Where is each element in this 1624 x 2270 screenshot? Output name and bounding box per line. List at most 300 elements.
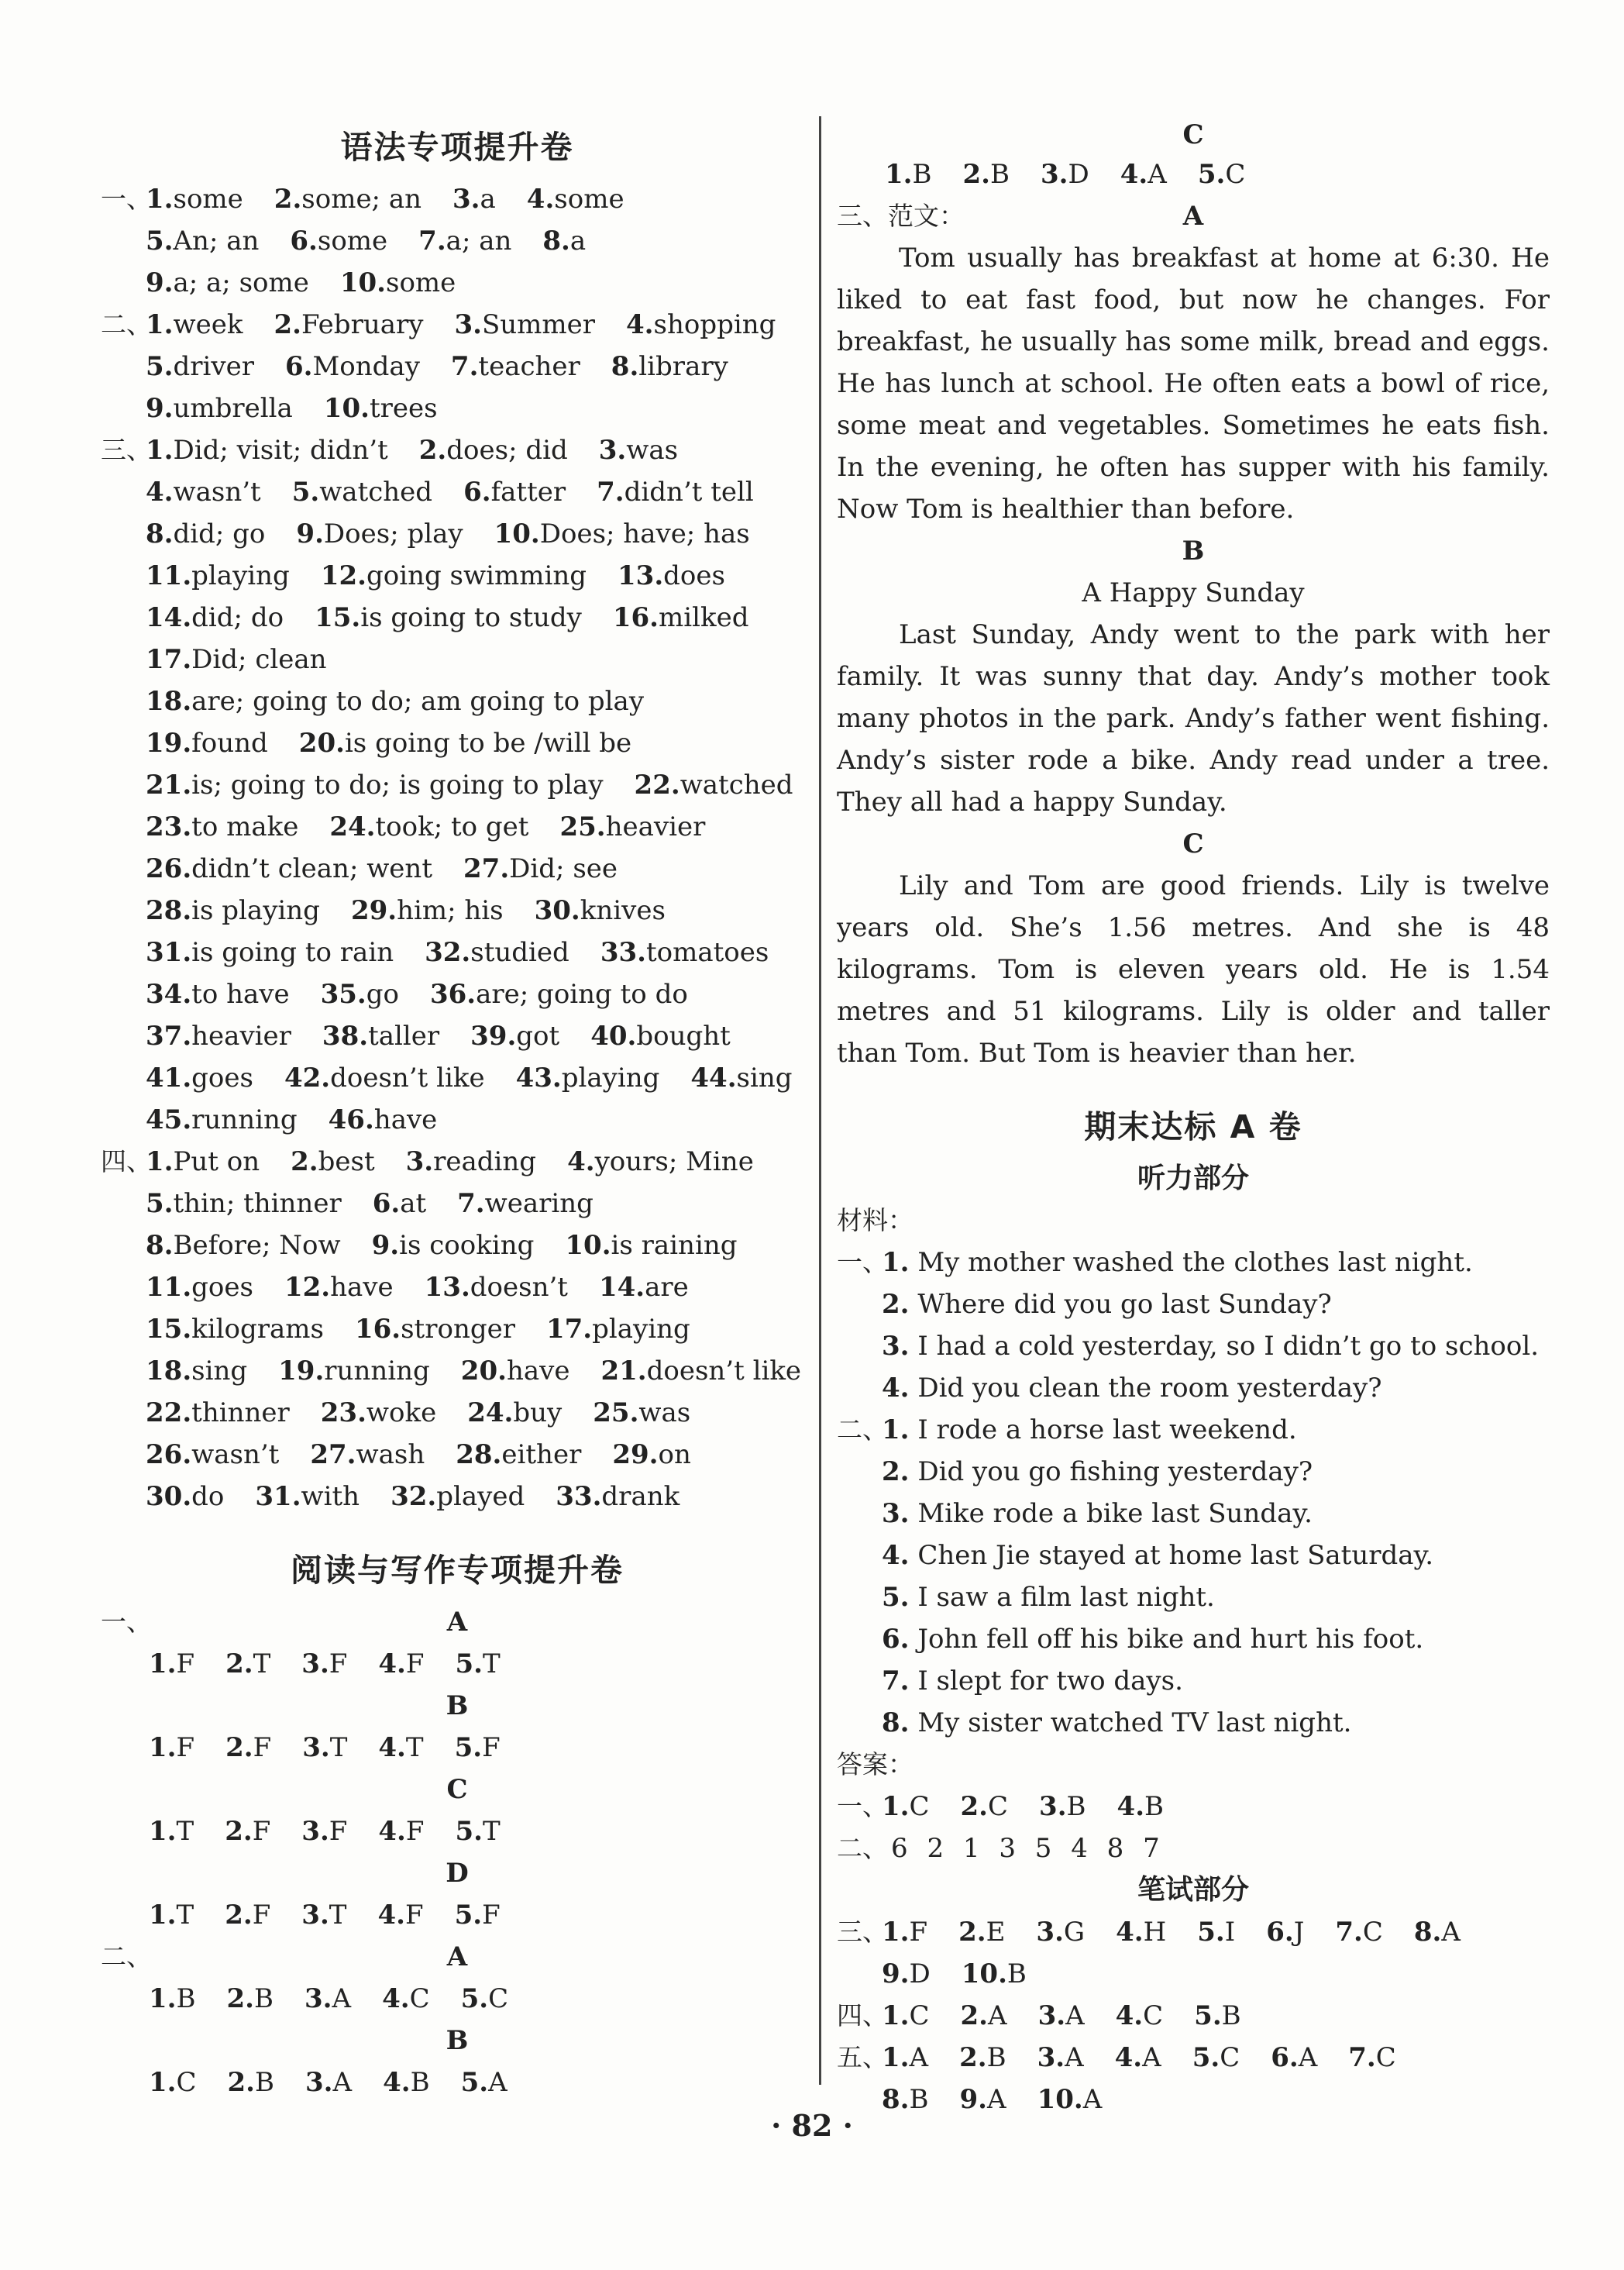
- sentence-text: I rode a horse last weekend.: [917, 1414, 1297, 1445]
- item-number: 2.: [959, 2042, 987, 2073]
- answer-line: [837, 1911, 1550, 1953]
- item-answer: was: [638, 1397, 691, 1428]
- item-answer: A: [1082, 2084, 1103, 2115]
- left-column: [101, 116, 814, 2103]
- answer-item: [301, 1648, 347, 1679]
- answer-item: [378, 1732, 423, 1763]
- answer-entries: [146, 1266, 689, 1308]
- item-number: 1.: [149, 1648, 177, 1679]
- answer-item: [315, 602, 582, 633]
- item-number: 2.: [225, 1816, 253, 1847]
- answer-item: [301, 1900, 346, 1931]
- answer-item: [430, 979, 688, 1010]
- item-answer: on: [658, 1439, 691, 1470]
- answer-item: [146, 1188, 342, 1219]
- written-title: 笔试部分: [1137, 1874, 1249, 1906]
- item-number: 1.: [149, 2067, 177, 2098]
- listening-answers-2: [837, 1827, 1550, 1869]
- item-number: 9.: [146, 393, 174, 424]
- answer-line: [101, 1727, 814, 1769]
- item-answer: B: [1144, 1791, 1165, 1822]
- item-answer: wasn’t: [173, 477, 261, 508]
- material-line: [837, 1325, 1550, 1367]
- item-number: 3.: [301, 1648, 329, 1679]
- answer-line: [101, 1476, 814, 1517]
- item-number: 13.: [618, 560, 664, 591]
- item-answer: to make: [191, 811, 299, 842]
- answer-item: [959, 2042, 1006, 2073]
- answer-item: [146, 1272, 253, 1303]
- section-label: 一、: [101, 184, 152, 214]
- item-answer: with: [301, 1481, 360, 1512]
- part-letter: B: [446, 2025, 469, 2056]
- item-number: 6.: [1266, 1917, 1294, 1948]
- answer-item: [527, 184, 624, 215]
- answer-item: [149, 1983, 196, 2014]
- item-answer: G: [1063, 1917, 1086, 1948]
- answer-line: [101, 806, 814, 848]
- answer-line: [101, 178, 814, 220]
- answer-item: [284, 1063, 485, 1094]
- answer-line: [101, 1978, 814, 2020]
- item-number: 1.: [882, 1414, 910, 1445]
- answer-item: [146, 435, 388, 466]
- answer-item: [146, 560, 290, 591]
- part-letter-row: [101, 1769, 814, 1810]
- item-answer: A: [332, 2067, 353, 2098]
- answer-item: [146, 1104, 298, 1135]
- item-number: 1.: [882, 2042, 910, 2073]
- answer-item: [1117, 1791, 1165, 1822]
- answer-item: [962, 1958, 1027, 1989]
- item-number: 9.: [146, 267, 174, 298]
- item-number: 7.: [418, 226, 446, 257]
- item-number: 5.: [1194, 2000, 1222, 2031]
- item-answer: F: [253, 1732, 272, 1763]
- answer-item: [146, 226, 259, 257]
- answer-item: [322, 1021, 439, 1052]
- answer-entries: [146, 388, 438, 429]
- item-answer: F: [329, 1816, 348, 1847]
- answer-item: [278, 1355, 430, 1386]
- item-number: 5.: [455, 1816, 483, 1847]
- answer-item: [611, 351, 728, 382]
- item-answer: J: [1293, 1917, 1305, 1948]
- answer-item: [1115, 2042, 1161, 2073]
- answer-item: [463, 477, 566, 508]
- item-number: 5.: [1197, 159, 1226, 190]
- item-number: 8.: [1413, 1917, 1442, 1948]
- item-answer: C: [988, 1791, 1009, 1822]
- sentence-text: Mike rode a bike last Sunday.: [917, 1498, 1313, 1529]
- answer-item: [372, 1230, 535, 1261]
- answer-item: [373, 1188, 426, 1219]
- material-sentence: [882, 1535, 1433, 1576]
- item-answer: C: [1375, 2042, 1396, 2073]
- material-line: [837, 1409, 1550, 1451]
- item-number: 10.: [565, 1230, 611, 1261]
- answer-item: [329, 811, 528, 842]
- material-sentence: [882, 1409, 1297, 1451]
- answer-item: [377, 1900, 423, 1931]
- item-number: 7.: [882, 1665, 910, 1696]
- item-number: 3.: [1036, 1917, 1064, 1948]
- answer-item: [227, 1983, 274, 2014]
- answer-item: [454, 309, 595, 340]
- item-answer: B: [986, 2042, 1006, 2073]
- answer-item: [378, 1816, 424, 1847]
- item-answer: An; an: [173, 226, 260, 257]
- item-answer: to have: [191, 979, 290, 1010]
- item-answer: wash: [356, 1439, 425, 1470]
- item-answer: going swimming: [366, 560, 587, 591]
- item-answer: F: [404, 1900, 424, 1931]
- item-number: 3.: [305, 2067, 333, 2098]
- item-number: 28.: [456, 1439, 502, 1470]
- item-answer: do: [191, 1481, 225, 1512]
- answer-item: [1335, 1917, 1383, 1948]
- answer-line: [101, 973, 814, 1015]
- item-number: 36.: [429, 979, 477, 1010]
- item-answer: playing: [561, 1063, 660, 1094]
- item-number: 9.: [959, 2084, 987, 2115]
- section-label: 一、: [837, 1791, 888, 1821]
- item-answer: running: [191, 1104, 298, 1135]
- item-number: 32.: [425, 937, 471, 968]
- answer-item: [1266, 1917, 1304, 1948]
- answer-line: [101, 555, 814, 597]
- answer-item: [351, 895, 504, 926]
- item-number: 3.: [454, 309, 482, 340]
- item-number: 7.: [450, 351, 479, 382]
- answer-item: [600, 1355, 801, 1386]
- item-answer: B: [1066, 1791, 1086, 1822]
- item-answer: have: [506, 1355, 570, 1386]
- item-answer: B: [176, 1983, 196, 2014]
- item-answer: B: [909, 2084, 929, 2115]
- item-answer: heavier: [191, 1021, 291, 1052]
- item-answer: does; did: [446, 435, 568, 466]
- item-answer: yours; Mine: [594, 1146, 754, 1177]
- grammar-title: 语法专项提升卷: [340, 129, 574, 166]
- answer-entries: [882, 1953, 1027, 1995]
- item-answer: watched: [680, 770, 793, 801]
- item-number: 4.: [383, 2067, 411, 2098]
- item-number: 26.: [146, 853, 192, 884]
- item-number: 15.: [315, 602, 361, 633]
- answer-item: [457, 1188, 594, 1219]
- item-number: 5.: [882, 1582, 910, 1613]
- item-number: 1.: [146, 1146, 174, 1177]
- item-answer: playing: [191, 560, 290, 591]
- answer-line: [101, 890, 814, 932]
- answer-entries: [146, 722, 631, 764]
- answer-item: [146, 184, 243, 215]
- item-answer: shopping: [653, 309, 776, 340]
- answer-entries: [146, 597, 749, 639]
- item-answer: T: [329, 1732, 348, 1763]
- answer-item: [494, 518, 750, 549]
- item-number: 41.: [146, 1063, 192, 1094]
- answer-line: [101, 262, 814, 304]
- item-number: 25.: [559, 811, 606, 842]
- item-answer: F: [482, 1900, 501, 1931]
- item-number: 17.: [146, 644, 192, 675]
- part-letter-row: [101, 1936, 814, 1978]
- answer-item: [149, 1732, 194, 1763]
- answer-item: [146, 1481, 224, 1512]
- answer-item: [419, 435, 568, 466]
- item-answer: some; an: [301, 184, 421, 215]
- page-number: · 82 ·: [771, 2108, 853, 2143]
- item-answer: F: [252, 1816, 271, 1847]
- answer-item: [885, 159, 932, 190]
- material-line: [837, 1493, 1550, 1535]
- item-answer: is going to be /will be: [344, 728, 632, 759]
- answer-item: [1116, 2000, 1164, 2031]
- item-number: 43.: [515, 1063, 562, 1094]
- item-number: 4.: [1116, 1791, 1145, 1822]
- answer-item: [305, 2067, 352, 2098]
- answer-entries: [146, 471, 754, 513]
- answer-entries: [146, 1057, 793, 1099]
- answer-item: [149, 1816, 194, 1847]
- item-number: 22.: [146, 1397, 192, 1428]
- item-answer: Put on: [173, 1146, 260, 1177]
- answer-item: [1198, 159, 1246, 190]
- answer-entries: [882, 1995, 1241, 2037]
- answer-item: [1120, 159, 1167, 190]
- answer-item: [467, 1397, 562, 1428]
- answer-item: [355, 1314, 515, 1345]
- item-answer: a; an: [446, 226, 512, 257]
- item-number: 30.: [146, 1481, 192, 1512]
- answer-item: [516, 1063, 660, 1094]
- answer-item: [149, 1648, 194, 1679]
- answer-item: [961, 1791, 1009, 1822]
- item-number: 2.: [274, 309, 301, 340]
- answer-item: [599, 435, 678, 466]
- listening-title: 听力部分: [1137, 1163, 1249, 1194]
- item-number: 4.: [382, 1983, 410, 2014]
- item-answer: is raining: [611, 1230, 738, 1261]
- part-letter-row: [101, 1685, 814, 1727]
- answer-item: [882, 1958, 931, 1989]
- answer-item: [470, 1021, 559, 1052]
- material-sentence: [882, 1576, 1215, 1618]
- answer-item: [1194, 2000, 1241, 2031]
- answer-entries: [146, 1099, 437, 1141]
- item-answer: fatter: [490, 477, 566, 508]
- item-number: 1.: [882, 1791, 910, 1822]
- answer-item: [567, 1146, 754, 1177]
- answer-entries: [146, 1476, 680, 1517]
- answer-item: [546, 1314, 690, 1345]
- item-number: 1.: [885, 159, 913, 190]
- item-answer: some: [173, 184, 243, 215]
- item-number: 20.: [460, 1355, 507, 1386]
- item-answer: taller: [368, 1021, 440, 1052]
- answer-item: [146, 518, 265, 549]
- answer-item: [284, 1272, 394, 1303]
- item-answer: thinner: [191, 1397, 290, 1428]
- answer-entries: [146, 764, 793, 806]
- answer-item: [542, 226, 586, 257]
- final-exam-title: 期末达标 A 卷: [1084, 1108, 1302, 1145]
- item-answer: A: [1142, 2042, 1161, 2073]
- answer-entries: [146, 513, 750, 555]
- item-number: 7.: [457, 1188, 485, 1219]
- part-c-letter: C: [1182, 119, 1204, 150]
- answer-item: [321, 1397, 436, 1428]
- answer-entries: [146, 1350, 801, 1392]
- item-number: 5.: [291, 477, 320, 508]
- item-answer: F: [405, 1648, 425, 1679]
- written-answers: [837, 1911, 1550, 2120]
- item-number: 3.: [301, 1816, 329, 1847]
- answer-item: [391, 1481, 525, 1512]
- item-number: 45.: [146, 1104, 192, 1135]
- reading-writing-title: 阅读与写作专项提升卷: [291, 1552, 624, 1589]
- item-answer: C: [1143, 2000, 1164, 2031]
- item-answer: buy: [513, 1397, 563, 1428]
- answer-line: [101, 429, 814, 471]
- item-number: 4.: [377, 1900, 405, 1931]
- item-number: 7.: [1335, 1917, 1363, 1948]
- sentence-text: Chen Jie stayed at home last Saturday.: [917, 1540, 1434, 1571]
- section-label: 二、: [837, 1833, 888, 1863]
- item-answer: F: [909, 1917, 928, 1948]
- model-b-text: Last Sunday, Andy went to the park with her family. It was sunny that day. Andy’s mother took many photos in the park. Andy’s father went fishing. Andy’s sister rode a bike. Andy read under a tree. They all had a happy Sunday.: [837, 619, 1550, 818]
- item-answer: are; going to do; am going to play: [191, 686, 645, 717]
- item-number: 4.: [1120, 159, 1148, 190]
- item-number: 17.: [545, 1314, 593, 1345]
- answer-entries: [146, 1434, 691, 1476]
- answer-entries: [146, 346, 728, 388]
- answer-label: 答案：: [837, 1749, 914, 1779]
- item-number: 8.: [146, 1230, 174, 1261]
- answer-item: [882, 2042, 928, 2073]
- sentence-text: Did you go fishing yesterday?: [917, 1456, 1313, 1487]
- item-answer: T: [482, 1816, 501, 1847]
- item-number: 6.: [284, 351, 313, 382]
- part-letter: B: [446, 1690, 469, 1721]
- sentence-text: My mother washed the clothes last night.: [917, 1247, 1473, 1278]
- answer-item: [310, 1439, 425, 1470]
- answer-item: [146, 937, 394, 968]
- answer-line: [101, 722, 814, 764]
- item-number: 3.: [1041, 159, 1068, 190]
- answer-line: [101, 1183, 814, 1225]
- answer-line: [837, 1995, 1550, 2037]
- item-number: 4.: [146, 477, 174, 508]
- item-number: 21.: [600, 1355, 647, 1386]
- answer-entries: [146, 890, 666, 932]
- answer-line: [101, 388, 814, 429]
- item-number: 5.: [1192, 2042, 1220, 2073]
- item-number: 6.: [290, 226, 318, 257]
- item-number: 11.: [146, 560, 192, 591]
- item-number: 8.: [882, 2084, 910, 2115]
- item-answer: umbrella: [173, 393, 293, 424]
- answer-item: [1197, 1917, 1235, 1948]
- item-answer: B: [1221, 2000, 1241, 2031]
- item-number: 22.: [634, 770, 680, 801]
- part-letter-row: [101, 2020, 814, 2062]
- answer-item: [461, 2067, 508, 2098]
- answer-item: [228, 2067, 275, 2098]
- answer-item: [149, 2067, 197, 2098]
- item-number: 9.: [296, 518, 324, 549]
- answer-item: [146, 895, 320, 926]
- item-number: 3.: [1037, 2042, 1065, 2073]
- item-number: 2.: [225, 1648, 253, 1679]
- item-number: 11.: [146, 1272, 192, 1303]
- item-answer: thin; thinner: [173, 1188, 342, 1219]
- item-answer: is cooking: [399, 1230, 535, 1261]
- model-c-letter: C: [1182, 828, 1204, 859]
- answer-line: [101, 1350, 814, 1392]
- answer-line: [101, 1015, 814, 1057]
- material-sentence: [882, 1493, 1313, 1535]
- answer-item: [593, 1397, 690, 1428]
- material-line: [837, 1618, 1550, 1660]
- item-answer: C: [409, 1983, 430, 2014]
- item-answer: F: [482, 1732, 501, 1763]
- item-answer: didn’t tell: [624, 477, 754, 508]
- answer-line: [101, 1225, 814, 1266]
- item-number: 5.: [460, 1983, 489, 2014]
- answer-item: [146, 477, 261, 508]
- part-letter: A: [446, 1607, 468, 1638]
- item-number: 24.: [329, 811, 376, 842]
- item-answer: either: [501, 1439, 582, 1470]
- answer-item: [146, 309, 243, 340]
- item-number: 37.: [146, 1021, 192, 1052]
- item-answer: kilograms: [191, 1314, 324, 1345]
- item-number: 10.: [494, 518, 540, 549]
- item-number: 10.: [1037, 2084, 1083, 2115]
- item-answer: C: [1220, 2042, 1240, 2073]
- item-number: 5.: [460, 2067, 489, 2098]
- item-number: 19.: [278, 1355, 325, 1386]
- item-answer: B: [410, 2067, 430, 2098]
- listening-answers-1: [837, 1786, 1550, 1827]
- item-number: 12.: [284, 1272, 331, 1303]
- answer-line: [101, 2062, 814, 2103]
- item-number: 6.: [882, 1624, 910, 1655]
- item-number: 5.: [146, 226, 174, 257]
- answer-item: [1038, 2000, 1085, 2031]
- answer-item: [556, 1481, 680, 1512]
- answer-entries: [146, 639, 327, 680]
- item-answer: running: [324, 1355, 430, 1386]
- item-answer: some: [386, 267, 456, 298]
- answer-line: [101, 304, 814, 346]
- section-label: 二、: [101, 309, 152, 339]
- sentence-text: Did you clean the room yesterday?: [917, 1373, 1382, 1404]
- material-sentence: [882, 1367, 1381, 1409]
- item-number: 5.: [146, 1188, 174, 1219]
- model-essay-row: [837, 195, 1550, 237]
- answer-entries: [146, 1015, 731, 1057]
- item-answer: sing: [736, 1063, 793, 1094]
- material-label: 材料：: [837, 1205, 914, 1235]
- item-answer: Did; clean: [191, 644, 327, 675]
- item-answer: him; his: [397, 895, 504, 926]
- answer-item: [1271, 2042, 1317, 2073]
- item-number: 1.: [146, 309, 174, 340]
